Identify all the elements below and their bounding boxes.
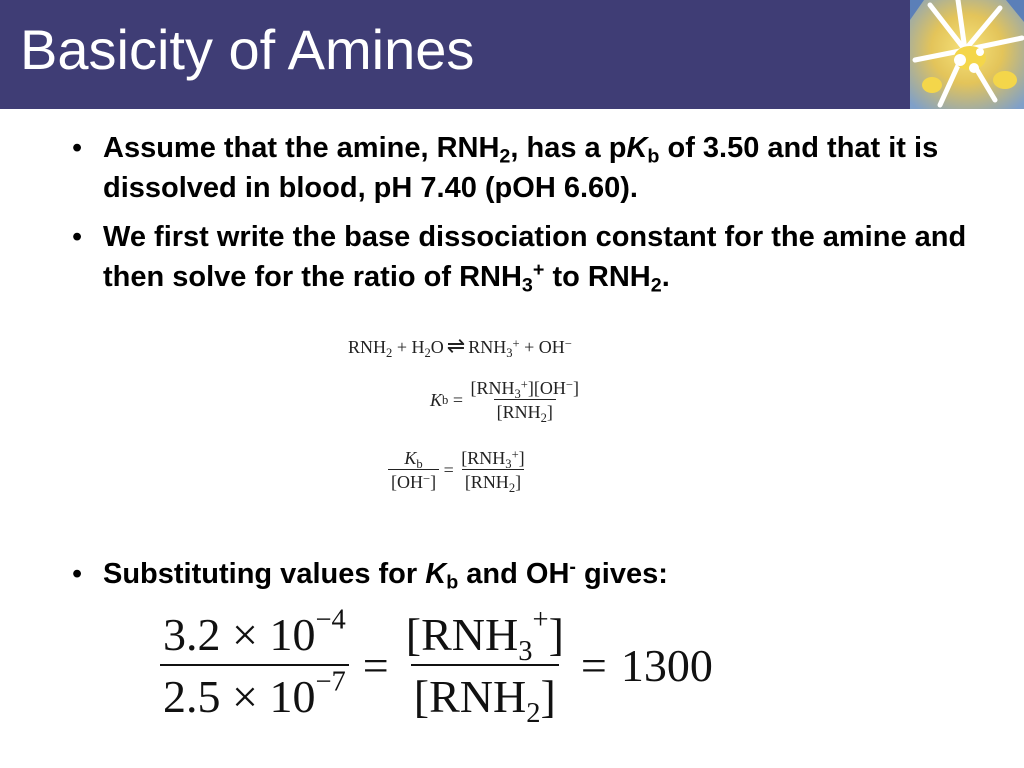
bullet-first-write	[72, 217, 972, 297]
subscript: 2	[499, 145, 511, 168]
eq-text: ]	[430, 472, 437, 492]
superscript: +	[512, 336, 520, 351]
subscript: 3	[506, 345, 513, 360]
eq-text: [RNH	[464, 472, 509, 492]
bullet-text: Assume that the amine, RNH	[103, 132, 500, 164]
k-symbol: K	[425, 558, 447, 590]
bullet-text: .	[661, 261, 670, 293]
k-symbol: K	[430, 390, 443, 410]
equals-sign: =	[439, 460, 459, 480]
kb-expression: K b = $\frac{[RNH_3^+][OH^-]}{[RNH_2]}$	[430, 379, 582, 421]
fraction-numerator	[401, 449, 425, 469]
eq-text: RNH	[468, 337, 507, 357]
k-symbol: K	[404, 448, 417, 468]
equals-sign: =	[448, 390, 468, 410]
equals-sign: =	[580, 640, 607, 691]
eq-text: [RNH	[470, 378, 515, 398]
superscript: +	[532, 259, 545, 282]
fraction-numerator	[160, 604, 349, 664]
eq-text: ][OH	[527, 378, 566, 398]
equilibrium-arrow-icon: ⇌	[446, 333, 466, 358]
flower-photo-icon	[910, 0, 1024, 109]
superscript: −7	[315, 666, 346, 698]
superscript: −	[423, 471, 431, 486]
numeric-fraction	[160, 604, 349, 722]
result-value: 1300	[620, 640, 713, 691]
substitution-equation	[160, 604, 713, 729]
subscript: b	[416, 456, 423, 471]
eq-text: [RNH	[496, 402, 541, 422]
fraction-denominator	[494, 399, 556, 425]
eq-text: ]	[540, 671, 556, 722]
eq-text: [RNH	[413, 671, 527, 722]
subscript: 2	[650, 274, 662, 297]
bullet-marker: •	[72, 132, 83, 164]
subscript: 3	[514, 386, 521, 401]
fraction-numerator	[403, 604, 567, 667]
subscript: 2	[526, 697, 541, 729]
slide-title: Basicity of Amines	[20, 18, 475, 81]
bullet-assume	[72, 128, 972, 208]
fraction-numerator	[467, 379, 582, 399]
eq-text: 2.5 × 10	[163, 671, 316, 722]
bullet-text: gives:	[575, 558, 668, 590]
superscript: −	[565, 377, 573, 392]
superscript: +	[532, 604, 549, 636]
eq-text: RNH	[348, 337, 387, 357]
subscript: 3	[518, 635, 533, 667]
eq-text: [RNH	[405, 609, 519, 660]
kb-over-oh-fraction	[388, 449, 439, 491]
subscript: 3	[505, 456, 512, 471]
rnh-ratio-fraction	[403, 604, 567, 729]
equals-sign: =	[362, 640, 389, 691]
reaction-equation	[348, 333, 572, 360]
k-symbol: K	[626, 132, 648, 164]
fraction-numerator	[458, 449, 527, 469]
eq-text: ]	[546, 402, 553, 422]
ratio-expression	[388, 447, 528, 495]
eq-text: O	[430, 337, 444, 357]
fraction-denominator	[462, 469, 524, 495]
bullet-text: to RNH	[544, 261, 651, 293]
eq-text: ]	[572, 378, 579, 398]
eq-text: ]	[548, 609, 564, 660]
fraction-denominator	[160, 664, 349, 720]
kb-fraction	[467, 377, 582, 425]
eq-text: ]	[518, 448, 525, 468]
bullet-marker: •	[72, 558, 83, 590]
superscript: -	[569, 556, 576, 579]
bullet-text: Substituting values for	[103, 558, 426, 590]
subscript: b	[647, 145, 660, 168]
fraction-denominator	[388, 469, 439, 491]
eq-text: 3.2 × 10	[163, 609, 316, 660]
superscript: +	[511, 447, 519, 462]
bullet-text: We first write the base dissociation constant for the amine and then solve for the ratio of RNH	[103, 221, 967, 293]
eq-text: ]	[515, 472, 522, 492]
rnh-ratio-fraction	[458, 447, 527, 495]
bullet-text: of 3.50 and that it is dissolved in blood, pH 7.40 (pOH 6.60).	[103, 132, 939, 204]
eq-text: [RNH	[461, 448, 506, 468]
eq-text: + OH	[519, 337, 565, 357]
superscript: −	[564, 336, 572, 351]
subscript: b	[446, 571, 459, 594]
subscript: 2	[508, 480, 516, 495]
title-bar	[0, 0, 1024, 109]
subscript: 3	[521, 274, 533, 297]
superscript: +	[520, 377, 528, 392]
subscript: 2	[424, 345, 431, 360]
superscript: −4	[315, 604, 346, 636]
eq-text: + H	[392, 337, 425, 357]
subscript: 2	[540, 410, 547, 425]
subscript: 2	[386, 345, 393, 360]
bullet-marker: •	[72, 221, 83, 253]
bullet-text: , has a p	[510, 132, 627, 164]
bullet-text: and OH	[458, 558, 570, 590]
bullet-substituting	[72, 554, 972, 594]
fraction-denominator	[411, 664, 559, 729]
eq-text: [OH	[391, 472, 423, 492]
